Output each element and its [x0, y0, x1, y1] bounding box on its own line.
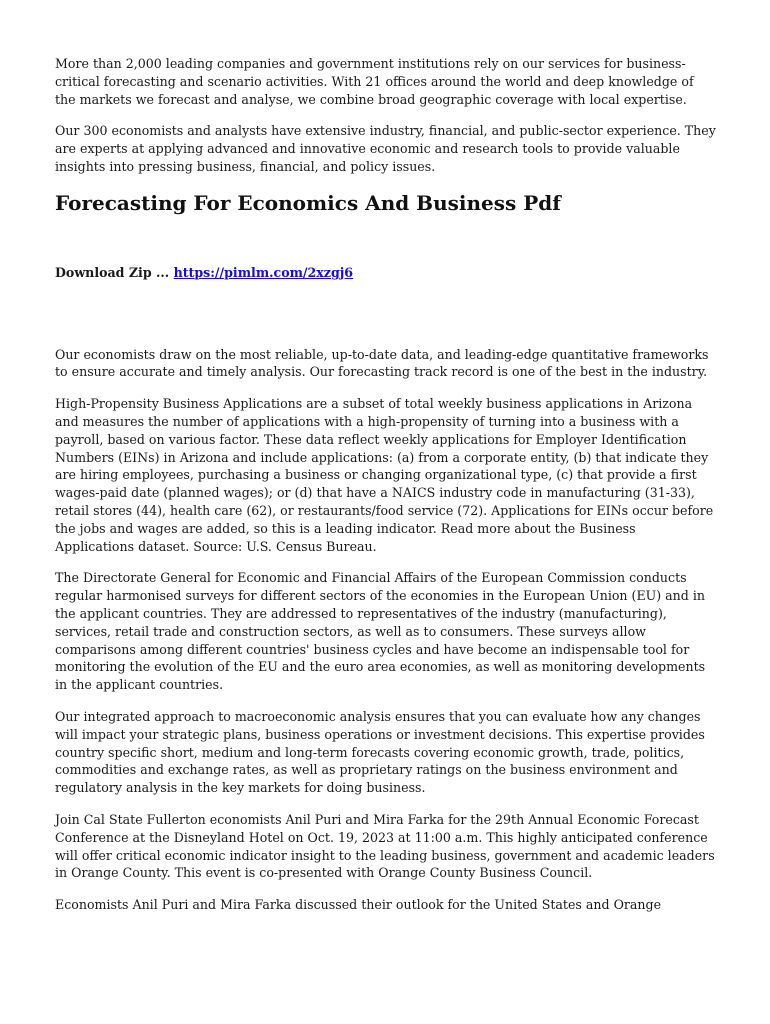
- body-paragraph-1: Our economists draw on the most reliable, up-to-date data, and leading-edge quantitative frameworks to ensure accurate and timely analysis. Our forecasting track record is one of the best in the industry.: [55, 346, 709, 380]
- download-link[interactable]: https://pimlm.com/2xzgj6: [173, 264, 354, 280]
- document-page: [55, 55, 717, 914]
- body-paragraph-2: High-Propensity Business Applications are a subset of total weekly business applications in Arizona and measures the number of applications with a high-propensity of turning into a business with a payroll, based on various factor. These data reflect weekly applications for Employer Identification Numbers (EINs) in Arizona and include applications: (a) from a corporate entity, (b) that indicate they are hiring employees, purchasing a business or changing organizational type, (c) that provide a first wages-paid date (planned wages); or (d) that have a NAICS industry code in manufacturing (31-33), retail stores (44), health care (62), or restaurants/food service (72). Applications for EINs occur before the jobs and wages are added, so this is a leading indicator. Read more about the Business Applications dataset. Source: U.S. Census Bureau.: [55, 396, 714, 554]
- body-paragraph-3: The Directorate General for Economic and Financial Affairs of the European Commission conducts regular harmonised surveys for different sectors of the economies in the European Union (EU) and in the applicant countries. They are addressed to representatives of the industry (manufacturing), services, retail trade and construction sectors, as well as to consumers. These surveys allow comparisons among different countries' business cycles and have become an indispensable tool for monitoring the evolution of the EU and the euro area economies, as well as monitoring developments in the applicant countries.: [55, 570, 706, 693]
- body-paragraph-5: Join Cal State Fullerton economists Anil Puri and Mira Farka for the 29th Annual Economic Forecast Conference at the Disneyland Hotel on Oct. 19, 2023 at 11:00 a.m. This highly anticipated conference will offer critical economic indicator insight to the leading business, government and academic leaders in Orange County. This event is co-presented with Orange County Business Council.: [55, 811, 715, 881]
- download-label: Download Zip ...: [55, 264, 170, 280]
- download-line: [55, 264, 717, 282]
- body-paragraph-4: Our integrated approach to macroeconomic analysis ensures that you can evaluate how any changes will impact your strategic plans, business operations or investment decisions. This expertise provides country specific short, medium and long-term forecasts covering economic growth, trade, politics, commodities and exchange rates, as well as proprietary ratings on the business environment and regulatory analysis in the key markets for doing business.: [55, 708, 705, 796]
- intro-paragraph-1: More than 2,000 leading companies and government institutions rely on our services for business-critical forecasting and scenario activities. With 21 offices around the world and deep knowledge of the markets we forecast and analyse, we combine broad geographic coverage with local expertise.: [55, 56, 694, 107]
- intro-paragraph-2: Our 300 economists and analysts have extensive industry, financial, and public-sector experience. They are experts at applying advanced and innovative economic and research tools to provide valuable insights into pressing business, financial, and policy issues.: [55, 123, 716, 174]
- page-title: Forecasting For Economics And Business Pdf: [55, 190, 561, 215]
- body-paragraph-6: Economists Anil Puri and Mira Farka discussed their outlook for the United States and Orange: [55, 897, 662, 913]
- article-body: [55, 346, 717, 914]
